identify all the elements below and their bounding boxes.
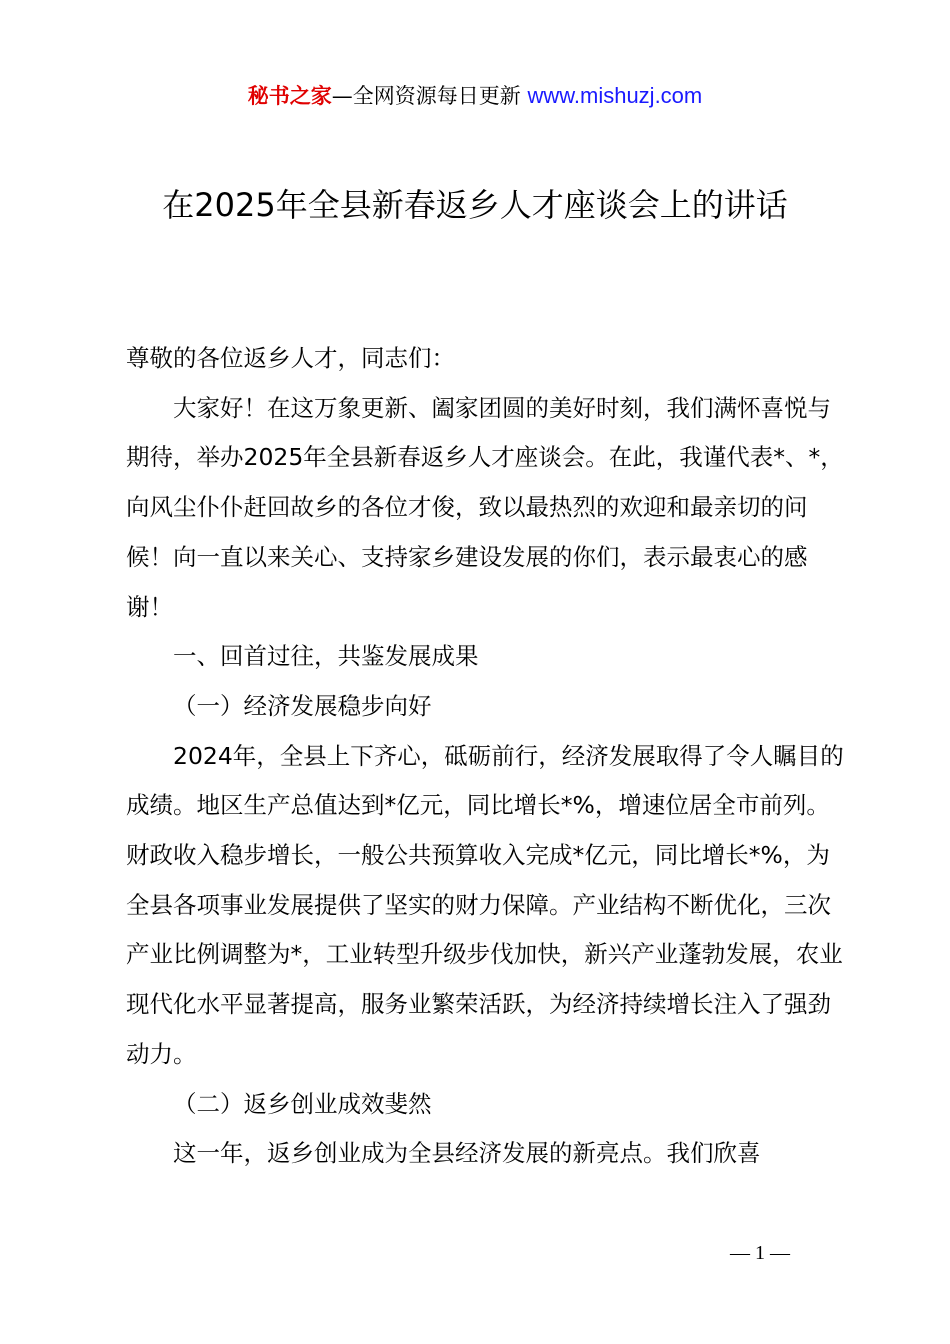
section-heading: 一、回首过往，共鉴发展成果 [173,642,479,671]
site-slogan: —全网资源每日更新 [331,84,528,108]
document-title: 在2025年全县新春返乡人才座谈会上的讲话 [162,186,788,224]
site-url-link[interactable]: www.mishuzj.com [527,83,703,108]
site-brand: 秘书之家 [247,84,332,108]
page-number: — 1 — [730,1242,790,1264]
subsection-heading: （二）返乡创业成效斐然 [173,1089,432,1118]
paragraph: 大家好！在这万象更新、阖家团圆的美好时刻，我们满怀喜悦与期待，举办2025年全县新春返乡人才座谈会。在此，我谨代表*、*，向风尘仆仆赶回故乡的各位才俊，致以最热烈的欢迎和最亲切的问候！向一直以来关心、支持家乡建设发展的你们，表示最衷心的感谢！ [126,393,844,621]
salutation: 尊敬的各位返乡人才，同志们： [126,344,455,372]
subsection-heading: （一）经济发展稳步向好 [173,691,432,720]
site-header [0,80,950,112]
paragraph: 2024年，全县上下齐心，砥砺前行，经济发展取得了令人瞩目的成绩。地区生产总值达到*亿元，同比增长*%，增速位居全市前列。财政收入稳步增长，一般公共预算收入完成*亿元，同比增长*%，为全县各项事业发展提供了坚实的财力保障。产业结构不断优化，三次产业比例调整为*，工业转型升级步伐加快，新兴产业蓬勃发展，农业现代化水平显著提高，服务业繁荣活跃，为经济持续增长注入了强劲动力。 [126,741,844,1068]
paragraph: 这一年，返乡创业成为全县经济发展的新亮点。我们欣喜 [173,1139,761,1168]
document-body [126,334,846,1179]
